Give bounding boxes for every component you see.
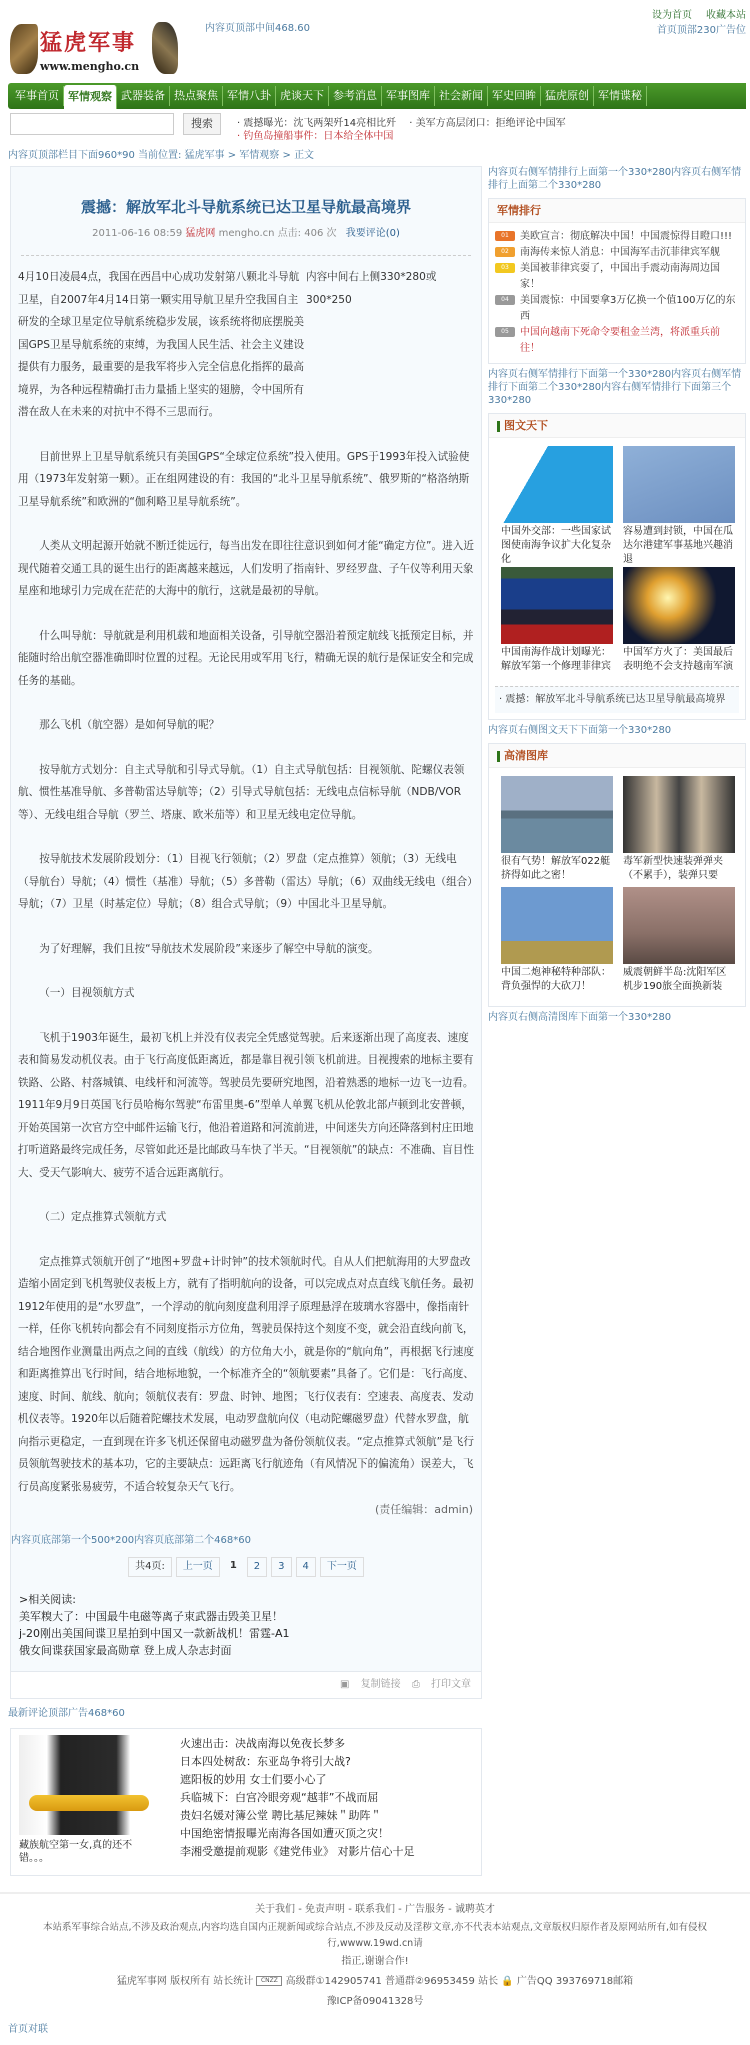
- ships-image: [501, 776, 613, 853]
- pics-link-text[interactable]: 震撼：解放军北斗导航系统已达卫星导航最高境界: [505, 694, 726, 705]
- comment-ad[interactable]: 最新评论顶部广告468*60: [8, 1708, 125, 1719]
- nav-item[interactable]: 热点聚焦: [170, 86, 223, 106]
- page-total: 共4页:: [128, 1557, 172, 1577]
- stat-badge[interactable]: CNZZ: [256, 1976, 282, 1986]
- search-input[interactable]: [10, 113, 174, 135]
- next-page-button[interactable]: 下一页: [320, 1557, 364, 1577]
- paragraph: 定点推算式领航开创了“地图+罗盘+计时钟”的技术领航时代。自从人们把航海用的大罗盘改造缩小固定到飞机驾驶仪表板上方，就有了指明航向的设备，可以完成点对点直线飞航任务。最初1912年使用的是“水罗盘”，一个浮动的航向刻度盘利用浮子原理悬浮在玻璃水容器中，像指南针一样，任你飞机转向都会有不同刻度指示方位角，驾驶员保持这个刻度不变，就会沿直线向前飞，结合地图作业测量出两点之间的直线（航线）的方位角大小，就是你的“航向角”，再根据飞行速度和距离推算出飞行时间，结合地标地貌，一个标准齐全的“领航要素”具备了。它们是：飞行高度、速度、时间、航线、航向；领航仪表有：罗盘、时钟、地图；飞行仪表有：空速表、高度表、发动机仪表等。1920年以后随着陀螺技术发展，电动罗盘航向仪（电动陀螺磁罗盘）代替水罗盘，航向指示更稳定，一直到现在许多飞机还保留电动磁罗盘为备份领航仪表。“定点推算式领航”是飞行员领航驾驶技术的基本功，它的主要缺点：远距离飞行航迹角（有风情况下的偏流角）误差大，飞行员高度紧张易疲劳，不适合较复杂天气飞行。: [18, 1255, 474, 1493]
- top-ad[interactable]: 内容页顶部中间468.60: [205, 23, 310, 34]
- news-link[interactable]: 兵临城下：白宫冷眼旁观“越菲”不战而屈: [180, 1791, 379, 1804]
- rank-badge: 03: [495, 263, 515, 273]
- page-3[interactable]: 3: [271, 1557, 291, 1577]
- breadcrumb-label: 当前位置:: [138, 150, 182, 161]
- page-1: 1: [224, 1557, 243, 1577]
- paragraph: 什么叫导航：导航就是利用机载和地面相关设备，引导航空器沿着预定航线飞抵预定目标，并能随时给出航空器准确即时位置的过程。无论民用或军用飞行，精确无误的航行是保证安全和完成任务的基础。: [18, 629, 474, 687]
- pics-header: [489, 414, 745, 438]
- soldiers-image: [501, 887, 613, 964]
- ticker-item[interactable]: · 美军方高层闭口：拒绝评论中国军: [409, 118, 566, 129]
- footer-disclaimer-2: 指正,谢谢合作!: [341, 1956, 409, 1967]
- sidebar-ad-1[interactable]: 内容页右侧军情排行上面第一个330*280内容页右侧军情排行上面第二个330*280: [488, 167, 742, 191]
- explosion-image: [623, 567, 735, 644]
- couplet-link[interactable]: 首页对联: [8, 2024, 48, 2035]
- site-header: [0, 0, 750, 82]
- ticker-text[interactable]: 震撼曝光：沈飞两架歼14亮相比歼: [243, 118, 397, 129]
- print-button[interactable]: ⎙ 打印文章: [411, 1679, 471, 1690]
- article-source[interactable]: 猛虎网: [185, 228, 216, 239]
- pic-item[interactable]: [501, 887, 613, 998]
- tiger-head-icon: [152, 22, 178, 74]
- related-reading: [19, 1591, 481, 1671]
- paragraph: 飞机于1903年诞生，最初飞机上并没有仪表完全凭感觉驾驶。后来逐渐出现了高度表、速度表和简易发动机仪表。由于飞行高度低距离近，都是靠目视引领飞机前进。目视搜索的地标主要有铁路、公路、村落城镇、电线杆和河流等。驾驶员先要研究地图，沿着熟悉的地标一边飞一边看。1911年9月9日英国飞行员哈梅尔驾驶“布雷里奥-6”型单人单翼飞机从伦敦北部卢顿到北安普顿，开始英国第一次官方空中邮件运输飞行，他沿着道路和河流前进，中间迷失方向还降落到村庄田地打听道路最终完成任务，尽管如此还是比邮政马车快了半天。“目视领航”的缺点：不准确、盲目性大、受天气影响大、疲劳不适合远距离航行。: [18, 1031, 474, 1179]
- article-clicks: 点击: 406 次: [277, 228, 337, 239]
- ranking-box: [488, 198, 746, 364]
- pic-item[interactable]: [623, 776, 735, 887]
- pic-caption[interactable]: 中国外交部：一些国家试图使南海争议扩大化复杂化: [501, 526, 611, 565]
- nav-item[interactable]: 社会新闻: [435, 86, 488, 106]
- ranking-text[interactable]: 美国被菲律宾耍了，中国出手震动南海周边国家！: [520, 263, 720, 290]
- news-link[interactable]: 日本四处树敌：东亚岛争将引大战?: [180, 1755, 351, 1768]
- ranking-item[interactable]: [495, 245, 739, 261]
- section-heading: （二）定点推算式领航方式: [39, 1211, 167, 1223]
- main-nav: [8, 83, 746, 109]
- sidebar-ad-4[interactable]: 内容页右侧高清图库下面第一个330*280: [488, 1012, 672, 1023]
- copyright-text: 猛虎军事网 版权所有 站长统计: [116, 1976, 254, 1987]
- nav-item-active[interactable]: 军情观察: [64, 85, 117, 109]
- ranking-item[interactable]: [495, 325, 739, 357]
- comment-link[interactable]: 我要评论(0): [345, 228, 400, 239]
- print-label[interactable]: 打印文章: [431, 1679, 471, 1690]
- hd-gallery-box: [488, 743, 746, 1007]
- ranking-text[interactable]: 中国向越南下死命令要租金兰湾，将派重兵前往！: [520, 327, 720, 354]
- main-content: [0, 166, 750, 1876]
- pic-item[interactable]: [501, 446, 613, 567]
- logo-url: www.mengho.cn: [40, 60, 140, 73]
- press-image: [501, 567, 613, 644]
- news-link[interactable]: 贵妇名媛对簿公堂 聘比基尼辣妹＂助阵＂: [180, 1809, 382, 1822]
- ranking-list: [489, 223, 745, 363]
- map-image: [501, 446, 613, 523]
- logo-text: 猛虎军事: [40, 30, 137, 56]
- pic-item[interactable]: [501, 567, 613, 678]
- related-link[interactable]: 美军糗大了：中国最牛电磁等离子束武器击毁美卫星！: [19, 1610, 283, 1623]
- footer-link[interactable]: 诚聘英才: [454, 1904, 495, 1915]
- hd-header: [489, 744, 745, 768]
- footer-link[interactable]: 广告服务: [404, 1904, 445, 1915]
- scarf-shape: [29, 1795, 149, 1811]
- news-pic: [19, 1735, 158, 1865]
- page-2[interactable]: 2: [247, 1557, 267, 1577]
- paragraph: 人类从文明起源开始就不断迁徙远行，每当出发在即往往意识到如何才能“确定方位”。进入近现代随着交通工具的诞生出行的距离越来越远，人们发明了指南针、罗经罗盘、子午仪等利用天象星座和地球引力完成在茫茫的大海中的航行，这就是最初的导航。: [18, 540, 474, 597]
- article: [10, 166, 482, 1699]
- footer-disclaimer: 本站系军事综合站点,不涉及政治观点,内容均选自国内正规新闻或综合站点,不涉及反动及淫秽文章,亦不代表本站观点,文章版权归原作者及原网站所有,如有侵权行,wwww.19wd.cn请: [42, 1922, 708, 1949]
- ranking-text[interactable]: 南海传来惊人消息：中国海军击沉菲律宾军舰: [520, 247, 720, 258]
- news-link[interactable]: 火速出击：决战南海以免夜长梦多: [180, 1737, 345, 1750]
- article-domain: mengho.cn: [218, 228, 275, 239]
- nav-item[interactable]: 武器装备: [117, 86, 170, 106]
- breadcrumb-ad[interactable]: 内容页顶部栏目下面960*90: [8, 150, 135, 161]
- pic-caption[interactable]: 中国二炮神秘特种部队：背负强悍的大砍刀！: [501, 967, 611, 992]
- breadcrumb: 内容页顶部栏目下面960*90 当前位置: 猛虎军事 > 军情观察 > 正文: [8, 150, 315, 161]
- top-links: [638, 6, 746, 21]
- pic-item[interactable]: [623, 567, 735, 678]
- bottom-ads[interactable]: 内容页底部第一个500*200内容页底部第二个468*60: [11, 1535, 251, 1546]
- pic-item[interactable]: [501, 776, 613, 887]
- site-footer: [0, 1894, 750, 2012]
- news-ticker: [237, 113, 740, 143]
- rank-badge: 02: [495, 247, 515, 257]
- article-body: [18, 266, 474, 1498]
- pagination: [11, 1557, 481, 1577]
- prev-page-button[interactable]: 上一页: [176, 1557, 220, 1577]
- footer-link[interactable]: 联系我们: [355, 1904, 395, 1915]
- left-column: [10, 166, 482, 1876]
- pic-caption[interactable]: 威震朝鲜半岛:沈阳军区机步190旅全面换新装: [623, 967, 727, 992]
- article-date: 2011-06-16 08:59: [92, 228, 183, 239]
- nav-item[interactable]: 参考消息: [329, 86, 382, 106]
- nav-item[interactable]: 军情谍秘: [594, 86, 647, 106]
- rank-badge: 01: [495, 231, 515, 241]
- ranking-text[interactable]: 美欧宣言：彻底解决中国！中国震惊得目瞪口!!!: [520, 231, 733, 242]
- pics-title: 图文天下: [504, 419, 548, 432]
- ranking-item[interactable]: [495, 293, 739, 325]
- qq-icon[interactable]: 🔒: [501, 1976, 514, 1987]
- pic-caption[interactable]: 毒军新型快速装弹弹夹（不累手），装弹只要: [623, 856, 723, 881]
- news-link[interactable]: 李湘受邀提前观影《建党伟业》 对影片信心十足: [180, 1845, 415, 1858]
- rank-badge: 05: [495, 327, 515, 337]
- article-tools: [11, 1671, 481, 1698]
- breadcrumb-item[interactable]: 军情观察: [239, 150, 280, 161]
- rank-badge: 04: [495, 295, 515, 305]
- section-heading: （一）目视领航方式: [39, 987, 135, 999]
- nav-item[interactable]: 虎谈天下: [276, 86, 329, 106]
- top-right-ad[interactable]: 首页顶部230广告位: [656, 25, 746, 36]
- related-label: >相关阅读:: [19, 1593, 76, 1606]
- footer-copyright: [6, 1972, 744, 1992]
- ranking-text[interactable]: 美国震惊：中国要拿3万亿换一个值100万亿的东西: [520, 295, 736, 322]
- paragraph: 按导航方式划分：自主式导航和引导式导航。（1）自主式导航包括：目视领航、陀螺仪表领航、惯性基准导航、多普勒雷达导航等；（2）引导式导航包括：无线电点信标导航（NDB/VOR等）、无线电组合导航（罗兰、塔康、欧米茄等）和卫星无线电定位导航。: [18, 763, 465, 821]
- paragraph: 目前世界上卫星导航系统只有美国GPS“全球定位系统”投入使用。GPS于1993年投入试验使用（1973年发射第一颗）。正在组网建设的有：我国的“北斗卫星导航系统”、俄罗斯的“格洛纳斯卫星导航系统”和欧洲的“伽利略卫星导航系统”。: [18, 450, 470, 508]
- ticker-text[interactable]: 美军方高层闭口：拒绝评论中国军: [415, 118, 566, 129]
- site-logo[interactable]: [10, 22, 180, 82]
- ranking-title: 军情排行: [489, 199, 745, 223]
- nav-item[interactable]: 军事图库: [382, 86, 435, 106]
- ticker-text[interactable]: 钓鱼岛撞船事件：日本给全体中国: [243, 131, 394, 142]
- nav-item[interactable]: 军情八卦: [223, 86, 276, 106]
- sidebar-ad-3[interactable]: 内容页右侧图文天下下面第一个330*280: [488, 725, 672, 736]
- tank-image: [623, 887, 735, 964]
- copy-link-label[interactable]: 复制链接: [360, 1679, 401, 1690]
- paragraph: 那么飞机（航空器）是如何导航的呢？: [39, 719, 220, 731]
- aerial-image: [623, 446, 735, 523]
- pics-link[interactable]: · 震撼：解放军北斗导航系统已达卫星导航最高境界: [495, 686, 739, 713]
- ticker-item[interactable]: · 钓鱼岛撞船事件：日本给全体中国: [237, 131, 394, 142]
- footer-link[interactable]: 关于我们: [255, 1904, 296, 1915]
- paragraph: 按导航技术发展阶段划分：（1）目视飞行领航；（2）罗盘（定点推算）领航；（3）无线电（导航台）导航；（4）惯性（基准）导航；（5）多普勒（雷达）导航；（6）双曲线无线电（组合）导航；（7）卫星（时基定位）导航；（8）组合式导航；（9）中国北斗卫星导航。: [18, 853, 473, 910]
- news-list: [180, 1735, 415, 1865]
- bookmark-link[interactable]: 收藏本站: [706, 10, 746, 21]
- sidebar-ad-2[interactable]: 内容页右侧军情排行下面第一个330*280内容页右侧军情排行下面第二个330*280内容右侧军情排行下面第三个330*280: [488, 369, 742, 406]
- pic-item[interactable]: [623, 446, 735, 567]
- footer-links: 关于我们 - 免责声明 - 联系我们 - 广告服务 - 诚聘英才: [255, 1904, 495, 1915]
- icp-number[interactable]: 豫ICP备09041328号: [326, 1996, 424, 2007]
- set-homepage-link[interactable]: 设为首页: [652, 10, 692, 21]
- paragraph: 4月10日凌晨4点，我国在西昌中心成功发射第八颗北斗导航卫星，自2007年4月14日第一颗实用导航卫星升空我国自主研发的全球卫星定位导航系统稳步发展，该系统将彻底摆脱美国GPS卫星导航系统的束缚，为我国人民生活、社会主义建设提供有力服务，最重要的是我军将步入完全信息化指挥的最高境界，为各种远程精确打击力量插上坚实的翅膀，令中国所有潜在敌人在未来的对抗中不得不三思而行。: [18, 271, 305, 418]
- breadcrumb-item[interactable]: 猛虎军事: [184, 150, 225, 161]
- news-image-caption[interactable]: 藏族航空第一女,真的还不错。。。: [19, 1840, 133, 1864]
- footer-link[interactable]: 免责声明: [305, 1904, 346, 1915]
- search-bar: [10, 113, 740, 143]
- section-bar-icon: [497, 421, 500, 432]
- qq-groups: 高级群①142905741 普通群②96953459 站长: [285, 1976, 499, 1987]
- ranking-item[interactable]: [495, 261, 739, 293]
- related-link[interactable]: j-20刚出美国间谍卫星拍到中国又一款新战机！雷霆-A1: [19, 1627, 290, 1640]
- pic-caption[interactable]: 容易遭到封锁，中国在瓜达尔港建军事基地兴趣消退: [623, 526, 733, 565]
- pic-caption[interactable]: 中国南海作战计划曝光：解放军第一个修理菲律宾: [501, 647, 611, 672]
- pic-item[interactable]: [623, 887, 735, 998]
- section-bar-icon: [497, 751, 500, 762]
- related-link[interactable]: 俄女间谍获国家最高勋章 登上成人杂志封面: [19, 1644, 232, 1657]
- tiger-logo-icon: [10, 24, 38, 74]
- ad-qq: 广告QQ 393769718邮箱: [516, 1976, 634, 1987]
- article-meta: [11, 227, 481, 241]
- divider: [21, 255, 471, 256]
- breadcrumb-item: 正文: [294, 150, 315, 161]
- pics-box: [488, 413, 746, 720]
- ranking-item[interactable]: [495, 229, 739, 245]
- nav-item[interactable]: 军史回眸: [488, 86, 541, 106]
- news-image[interactable]: [19, 1735, 158, 1835]
- page-4[interactable]: 4: [296, 1557, 316, 1577]
- sidebar: [488, 166, 746, 1024]
- search-button[interactable]: 搜索: [183, 113, 221, 135]
- hd-title: 高清图库: [504, 749, 548, 762]
- news-link[interactable]: 中国绝密情报曝光南海各国如遭灭顶之灾！: [180, 1827, 389, 1840]
- copy-link-button[interactable]: ▣ 复制链接: [339, 1679, 401, 1690]
- pic-caption[interactable]: 很有气势！解放军022艇挤得如此之密！: [501, 856, 611, 881]
- nav-item[interactable]: 军事首页: [11, 86, 64, 106]
- nav-item[interactable]: 猛虎原创: [541, 86, 594, 106]
- ticker-item[interactable]: · 震撼曝光：沈飞两架歼14亮相比歼: [237, 118, 397, 129]
- editor-credit: (责任编辑：admin): [374, 1503, 473, 1516]
- magazines-image: [623, 776, 735, 853]
- news-box: [10, 1728, 482, 1876]
- pic-caption[interactable]: 中国军方火了：美国最后表明绝不会支持越南军演: [623, 647, 733, 672]
- article-title: 震撼：解放军北斗导航系统已达卫星导航最高境界: [80, 198, 411, 216]
- inline-ad[interactable]: 内容中间右上侧330*280或300*250: [306, 271, 437, 306]
- news-link[interactable]: 遮阳板的妙用 女士们要小心了: [180, 1773, 327, 1786]
- paragraph: 为了好理解，我们且按“导航技术发展阶段”来逐步了解空中导航的演变。: [39, 942, 379, 955]
